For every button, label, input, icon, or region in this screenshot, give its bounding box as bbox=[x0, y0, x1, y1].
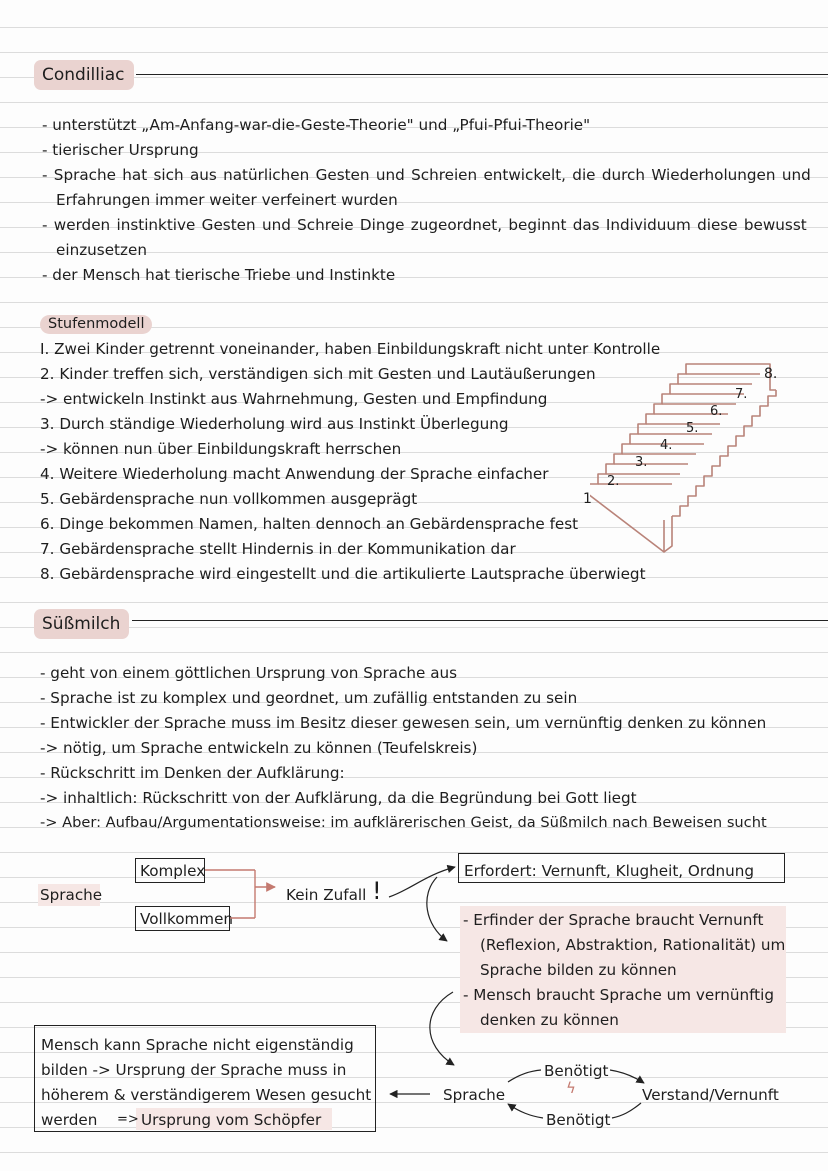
note-line-4: - Mensch braucht Sprache um vernünftig bbox=[463, 986, 774, 1004]
cycle-benoetigt-bottom: Benötigt bbox=[546, 1111, 611, 1129]
diagram-vollkommen: Vollkommen bbox=[140, 910, 234, 928]
diagram-komplex: Komplex bbox=[140, 862, 206, 880]
exclaim-mark: ! bbox=[372, 877, 382, 905]
stufe-3-note: -> können nun über Einbildungskraft herrschen bbox=[40, 440, 402, 458]
conclusion-line-3: höherem & verständigerem Wesen gesucht bbox=[41, 1086, 372, 1104]
condillac-bullet-4: - werden instinktive Gesten und Schreie Dinge zugeordnet, beginnt das Individuum diese bewusst bbox=[42, 216, 807, 234]
diagram-erfordert: Erfordert: Vernunft, Klugheit, Ordnung bbox=[464, 862, 755, 880]
stufe-3: 3. Durch ständige Wiederholung wird aus Instinkt Überlegung bbox=[40, 415, 509, 433]
suessmilch-bullet-3: - Entwickler der Sprache muss im Besitz dieser gewesen sein, um vernünftig denken zu können bbox=[40, 714, 767, 732]
lightning-icon: ϟ bbox=[566, 1079, 576, 1097]
stufe-5: 5. Gebärdensprache nun vollkommen ausgeprägt bbox=[40, 490, 418, 508]
conclusion-line-2: bilden -> Ursprung der Sprache muss in bbox=[41, 1061, 347, 1079]
note-line-2: (Reflexion, Abstraktion, Rationalität) um bbox=[480, 936, 786, 954]
suessmilch-bullet-5: - Rückschritt im Denken der Aufklärung: bbox=[40, 764, 345, 782]
condillac-bullet-5: - der Mensch hat tierische Triebe und Instinkte bbox=[42, 266, 396, 284]
step-label-1: 1 bbox=[583, 491, 592, 507]
note-line-5: denken zu können bbox=[480, 1011, 619, 1029]
step-label-6: 6. bbox=[710, 404, 723, 419]
suessmilch-bullet-7: -> Aber: Aufbau/Argumentationsweise: im aufklärerischen Geist, da Süßmilch nach Beweisen sucht bbox=[40, 814, 767, 831]
condillac-bullet-3: - Sprache hat sich aus natürlichen Gesten und Schreien entwickelt, die durch Wiederholungen und bbox=[42, 166, 811, 184]
condillac-bullet-2: - tierischer Ursprung bbox=[42, 141, 199, 159]
conclusion-line-4: werden bbox=[41, 1111, 98, 1129]
suessmilch-heading: Süßmilch bbox=[34, 609, 129, 639]
condillac-bullet-1: - unterstützt „Am-Anfang-war-die-Geste-Theorie" und „Pfui-Pfui-Theorie" bbox=[42, 116, 591, 134]
suessmilch-bullet-4: -> nötig, um Sprache entwickeln zu können (Teufelskreis) bbox=[40, 739, 478, 757]
cycle-verstand: Verstand/Vernunft bbox=[642, 1086, 779, 1104]
stufe-4: 4. Weitere Wiederholung macht Anwendung der Sprache einfacher bbox=[40, 465, 549, 483]
step-label-3: 3. bbox=[635, 455, 648, 470]
suessmilch-bullet-1: - geht von einem göttlichen Ursprung von Sprache aus bbox=[40, 664, 458, 682]
step-label-8: 8. bbox=[764, 366, 778, 382]
suessmilch-bullet-6: -> inhaltlich: Rückschritt von der Aufklärung, da die Begründung bei Gott liegt bbox=[40, 789, 637, 807]
step-label-4: 4. bbox=[660, 438, 673, 453]
stufe-8: 8. Gebärdensprache wird eingestellt und die artikulierte Lautsprache überwiegt bbox=[40, 565, 646, 583]
conclusion-line-5: Ursprung vom Schöpfer bbox=[141, 1111, 322, 1129]
step-label-7: 7. bbox=[735, 387, 748, 402]
stufe-1: I. Zwei Kinder getrennt voneinander, haben Einbildungskraft nicht unter Kontrolle bbox=[40, 340, 661, 358]
diagram-sprache: Sprache bbox=[40, 886, 103, 904]
step-label-2: 2. bbox=[607, 474, 620, 489]
stufe-2-note: -> entwickeln Instinkt aus Wahrnehmung, Gesten und Empfindung bbox=[40, 390, 548, 408]
stufenmodell-heading: Stufenmodell bbox=[40, 315, 152, 334]
cycle-sprache: Sprache bbox=[443, 1086, 506, 1104]
condillac-bullet-3-cont: Erfahrungen immer weiter verfeinert wurden bbox=[56, 191, 398, 209]
note-line-1: - Erfinder der Sprache braucht Vernunft bbox=[463, 911, 764, 929]
condillac-bullet-4-cont: einzusetzen bbox=[56, 241, 147, 259]
conclusion-arrow: => bbox=[117, 1112, 139, 1127]
step-label-5: 5. bbox=[686, 421, 699, 436]
stufe-6: 6. Dinge bekommen Namen, halten dennoch an Gebärdensprache fest bbox=[40, 515, 579, 533]
stufe-2: 2. Kinder treffen sich, verständigen sich mit Gesten und Lautäußerungen bbox=[40, 365, 596, 383]
conclusion-line-1: Mensch kann Sprache nicht eigenständig bbox=[41, 1036, 354, 1054]
cycle-benoetigt-top: Benötigt bbox=[544, 1062, 609, 1080]
diagram-kein-zufall: Kein Zufall bbox=[286, 886, 367, 904]
stufe-7: 7. Gebärdensprache stellt Hindernis in der Kommunikation dar bbox=[40, 540, 516, 558]
condillac-heading: Condilliac bbox=[34, 60, 134, 90]
suessmilch-bullet-2: - Sprache ist zu komplex und geordnet, um zufällig entstanden zu sein bbox=[40, 689, 578, 707]
note-line-3: Sprache bilden zu können bbox=[480, 961, 677, 979]
